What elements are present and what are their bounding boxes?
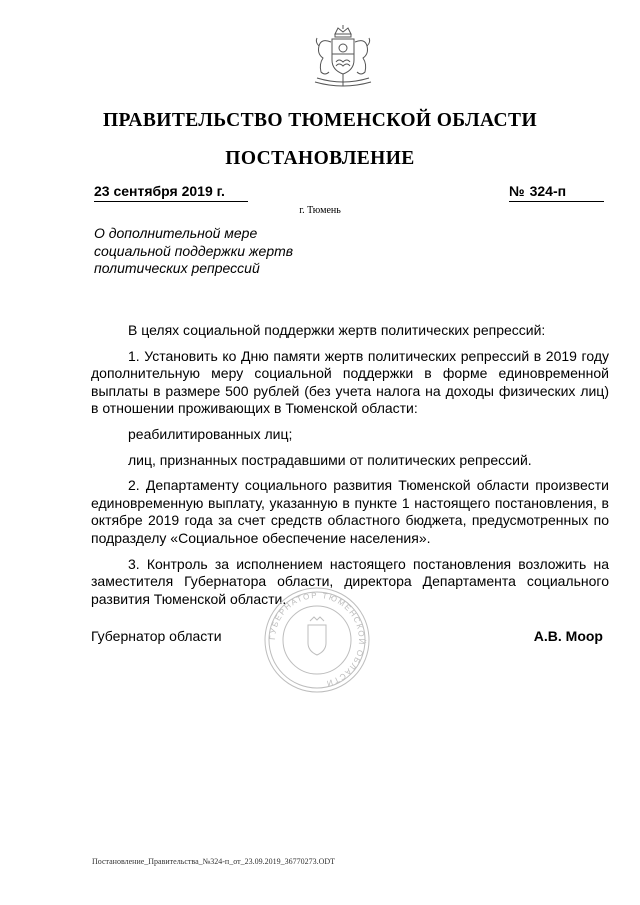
- intro-paragraph: В целях социальной поддержки жертв политических репрессий:: [128, 322, 546, 338]
- number-value: 324-п: [529, 183, 567, 199]
- signatory-name: А.В. Моор: [533, 628, 603, 644]
- seal-text: ГУБЕРНАТОР ТЮМЕНСКОЙ ОБЛАСТИ: [267, 590, 367, 689]
- document-number: [509, 182, 604, 202]
- paragraph-1: 1. Установить ко Дню памяти жертв политических репрессий в 2019 году дополнительную меру социальной поддержки в форме единовременной выплаты в размере 500 рублей (без учета налога на доходы физических лиц) в отношении проживающих в Тюменской области:: [91, 347, 609, 417]
- list-item-1: реабилитированных лиц;: [128, 425, 293, 442]
- seal-icon: [262, 585, 372, 695]
- document-subject: О дополнительной мере социальной поддержки жертв политических репрессий: [94, 225, 294, 276]
- document-type: ПОСТАНОВЛЕНИЕ: [225, 148, 415, 169]
- signatory-title: Губернатор области: [91, 628, 222, 644]
- document-date: 23 сентября 2019 г.: [94, 182, 248, 202]
- document-city: г. Тюмень: [299, 205, 341, 216]
- paragraph-3: 3. Контроль за исполнением настоящего постановления возложить на заместителя Губернатора области, директора Департамента социального развития Тюменской области.: [91, 555, 609, 607]
- number-prefix: №: [509, 183, 525, 199]
- document-body: [91, 322, 609, 608]
- footer-filename: Постановление_Правительства_№324-п_от_23.09.2019_36770273.ODT: [92, 857, 336, 866]
- list-item-2: лиц, признанных пострадавшими от политических репрессий.: [128, 451, 532, 468]
- coat-of-arms-icon: [305, 24, 381, 94]
- paragraph-2: 2. Департаменту социального развития Тюменской области произвести единовременную выплату, указанную в пункте 1 настоящего постановления, в октябре 2019 года за счет средств областного бюджета, предусмотренных по подразделу «Социальное обеспечение населения».: [91, 477, 609, 546]
- government-title: ПРАВИТЕЛЬСТВО ТЮМЕНСКОЙ ОБЛАСТИ: [102, 110, 538, 131]
